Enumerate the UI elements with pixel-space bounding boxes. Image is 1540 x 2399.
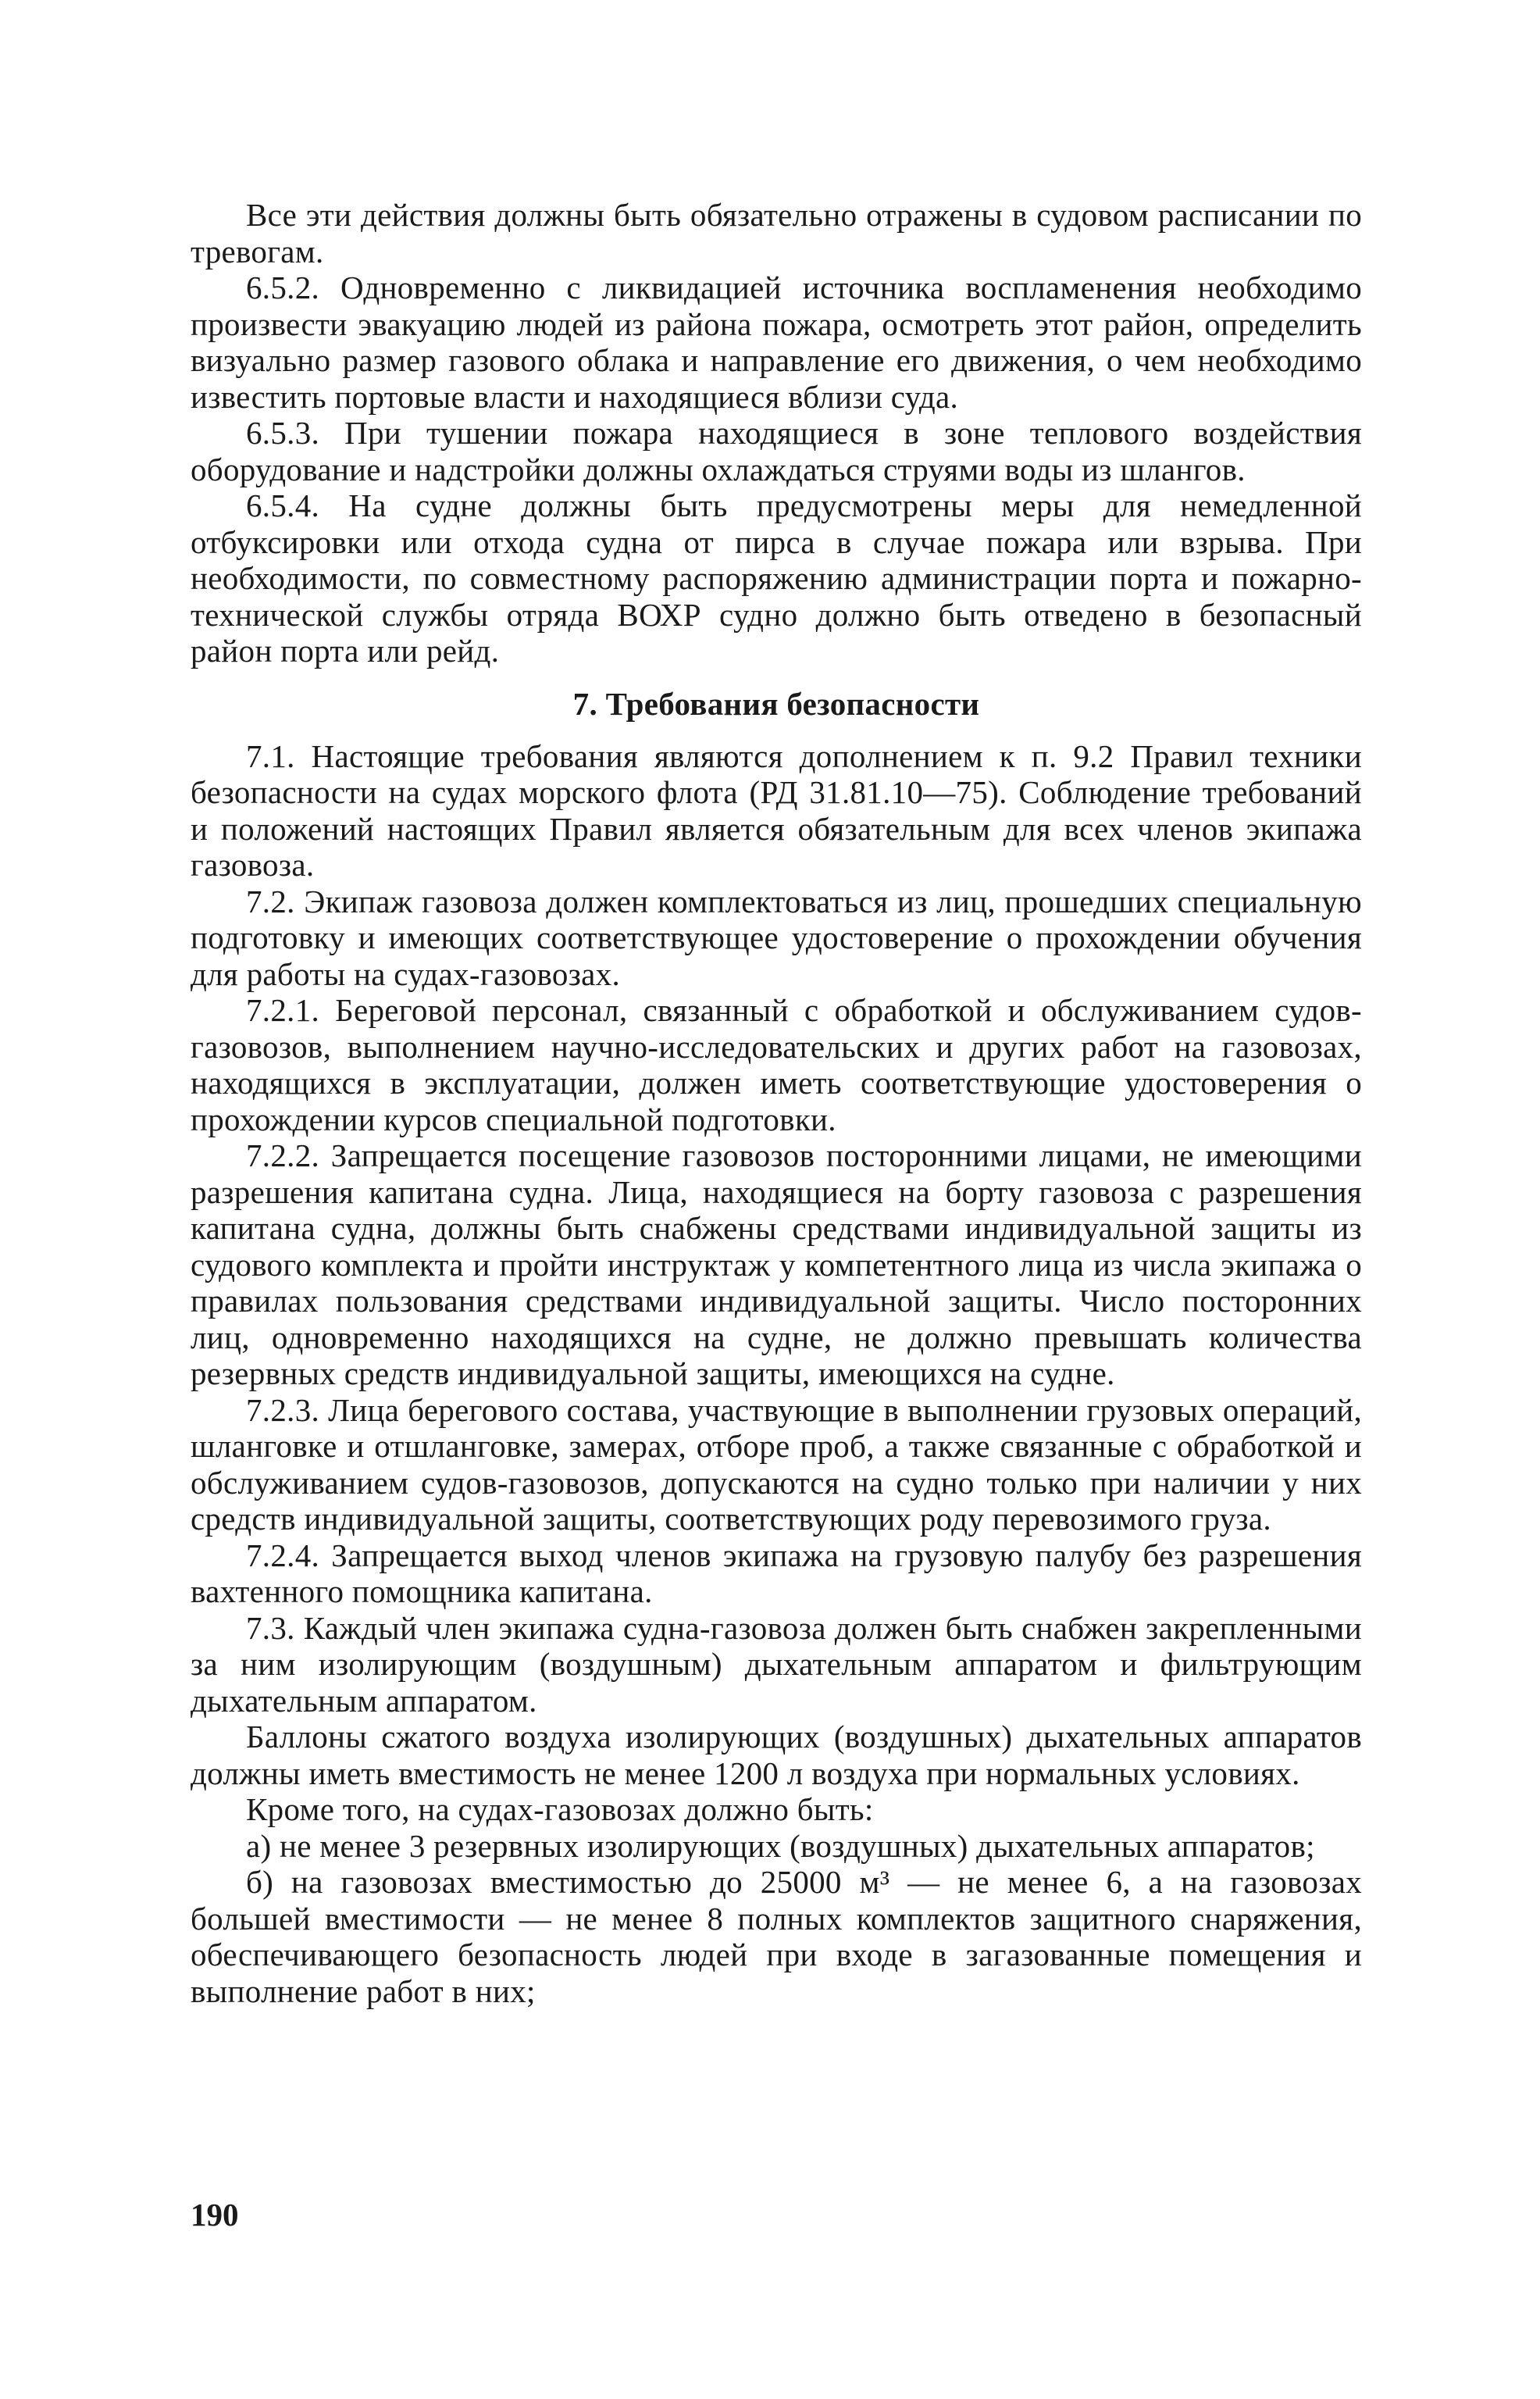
paragraph: 7.2.3. Лица берегового состава, участвующие в выполнении грузовых операций, шланговке и отшланговке, замерах, отборе проб, а также связанные с обработкой и обслуживанием судов-газовозов, допускаются на судно только при наличии у них средств индивидуальной защиты, соответствующих роду перевозимого груза. (191, 1391, 1362, 1537)
paragraph: 7.2.4. Запрещается выход членов экипажа на грузовую палубу без разрешения вахтенного помощника капитана. (191, 1537, 1362, 1609)
paragraph: 7.2.2. Запрещается посещение газовозов посторонними лицами, не имеющими разрешения капитана судна. Лица, находящиеся на борту газовоза с разрешения капитана судна, должны быть снабжены средствами индивидуальной защиты из судового комплекта и пройти инструктаж у компетентного лица из числа экипажа о правилах пользования средствами индивидуальной защиты. Число посторонних лиц, одновременно находящихся на судне, не должно превышать количества резервных средств индивидуальной защиты, имеющихся на судне. (191, 1137, 1362, 1391)
paragraph: 6.5.4. На судне должны быть предусмотрены меры для немедленной отбуксировки или отхода судна от пирса в случае пожара или взрыва. При необходимости, по совместному распоряжению администрации порта и пожарно-технической службы отряда ВОХР судно должно быть отведено в безопасный район порта или рейд. (191, 487, 1362, 669)
paragraph: 7.1. Настоящие требования являются дополнением к п. 9.2 Правил техники безопасности на судах морского флота (РД 31.81.10—75). Соблюдение требований и положений настоящих Правил является обязательным для всех членов экипажа газовоза. (191, 737, 1362, 883)
paragraph: 7.2.1. Береговой персонал, связанный с обработкой и обслуживанием судов-газовозов, выполнением научно-исследовательских и других работ на газовозах, находящихся в эксплуатации, должен иметь соответствующие удостоверения о прохождении курсов специальной подготовки. (191, 992, 1362, 1137)
list-item: а) не менее 3 резервных изолирующих (воздушных) дыхательных аппаратов; (246, 1827, 1315, 1864)
paragraph: Баллоны сжатого воздуха изолирующих (воздушных) дыхательных аппаратов должны иметь вместимость не менее 1200 л воздуха при нормальных условиях. (191, 1719, 1362, 1791)
page-number: 190 (191, 2197, 239, 2233)
paragraph: Все эти действия должны быть обязательно отражены в судовом расписании по тревогам. (191, 197, 1362, 270)
paragraph: Кроме того, на судах-газовозах должно быть: (246, 1791, 874, 1827)
paragraph: 6.5.3. При тушении пожара находящиеся в зоне теплового воздействия оборудование и надстройки должны охлаждаться струями воды из шлангов. (191, 415, 1362, 487)
page-body (191, 197, 1362, 2009)
list-item: б) на газовозах вместимостью до 25000 м³ — не менее 6, а на газовозах большей вместимости — не менее 8 полных комплектов защитного снаряжения, обеспечивающего безопасность людей при входе в загазованные помещения и выполнение работ в них; (191, 1864, 1362, 2009)
paragraph: 6.5.2. Одновременно с ликвидацией источника воспламенения необходимо произвести эвакуацию людей из района пожара, осмотреть этот район, определить визуально размер газового облака и направление его движения, о чем необходимо известить портовые власти и находящиеся вблизи суда. (191, 270, 1362, 415)
paragraph: 7.2. Экипаж газовоза должен комплектоваться из лиц, прошедших специальную подготовку и имеющих соответствующее удостоверение о прохождении обучения для работы на судах-газовозах. (191, 883, 1362, 992)
section-heading: 7. Требования безопасности (572, 685, 980, 722)
paragraph: 7.3. Каждый член экипажа судна-газовоза должен быть снабжен закрепленными за ним изолирующим (воздушным) дыхательным аппаратом и фильтрующим дыхательным аппаратом. (191, 1609, 1362, 1719)
